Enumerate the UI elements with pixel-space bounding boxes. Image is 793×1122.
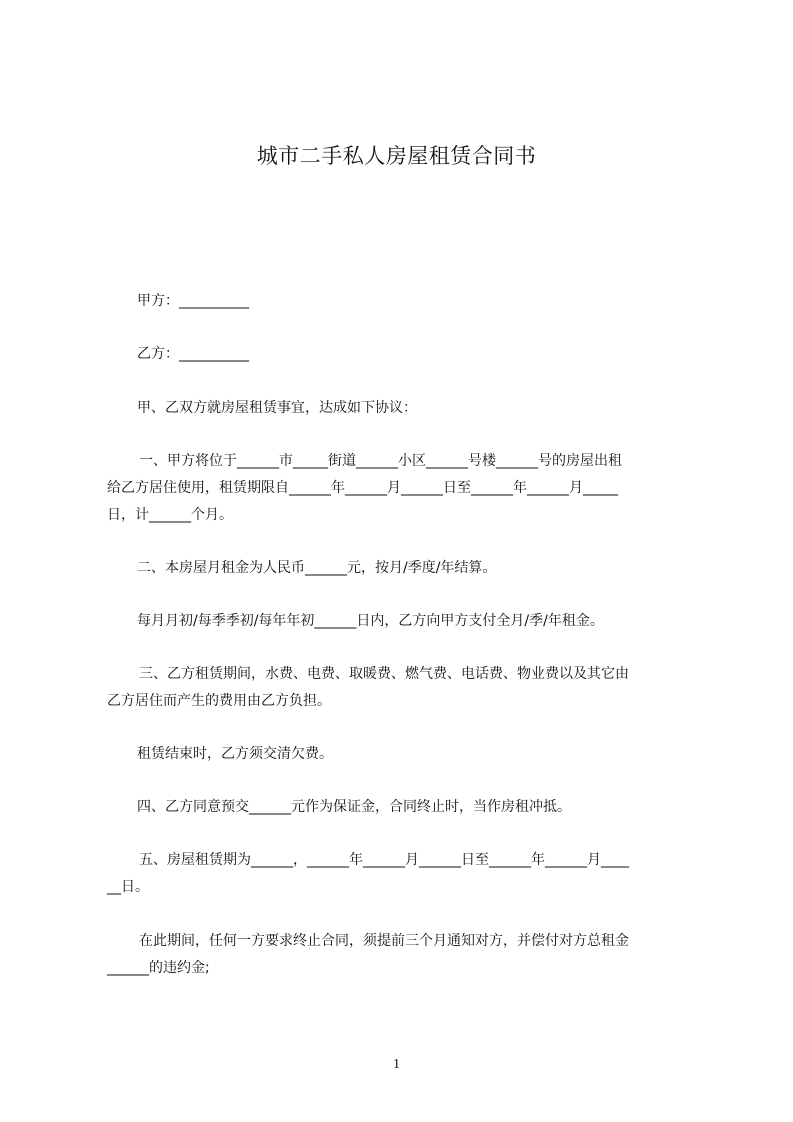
clause-1-line-1: 一、甲方将位于______市_____街道______小区______号楼______号的房屋出租 [139, 453, 622, 469]
clause-2-payment: 每月月初/每季季初/每年年初______日内，乙方向甲方支付全月/季/年租金。 [137, 613, 604, 629]
party-b-line: 乙方：__________ [137, 346, 249, 362]
clause-3-line-1: 三、乙方租赁期间，水费、电费、取暖费、燃气费、电话费、物业费以及其它由 [139, 666, 629, 682]
agreement-intro: 甲、乙双方就房屋租赁事宜，达成如下协议： [137, 400, 417, 416]
clause-1-line-3: 日，计______个月。 [107, 507, 233, 523]
clause-4: 四、乙方同意预交______元作为保证金，合同终止时，当作房租冲抵。 [137, 799, 571, 815]
clause-1-line-2: 给乙方居住使用，租赁期限自______年______月______日至______年______月_____ [107, 480, 618, 496]
page-number: 1 [393, 1057, 400, 1072]
termination-line-1: 在此期间，任何一方要求终止合同，须提前三个月通知对方，并偿付对方总租金 [139, 933, 629, 949]
clause-5-line-2: __日。 [107, 879, 149, 895]
clause-5-line-1: 五、房屋租赁期为______，______年______月______日至______年______月____ [139, 852, 629, 868]
document-title: 城市二手私人房屋租赁合同书 [256, 144, 537, 168]
clause-3-line-2: 乙方居住而产生的费用由乙方负担。 [107, 693, 331, 709]
clause-2: 二、本房屋月租金为人民币______元，按月/季度/年结算。 [137, 560, 497, 576]
clause-3-end: 租赁结束时，乙方须交清欠费。 [137, 746, 333, 762]
party-a-line: 甲方：__________ [137, 293, 249, 309]
termination-line-2: ______的违约金; [107, 960, 210, 976]
